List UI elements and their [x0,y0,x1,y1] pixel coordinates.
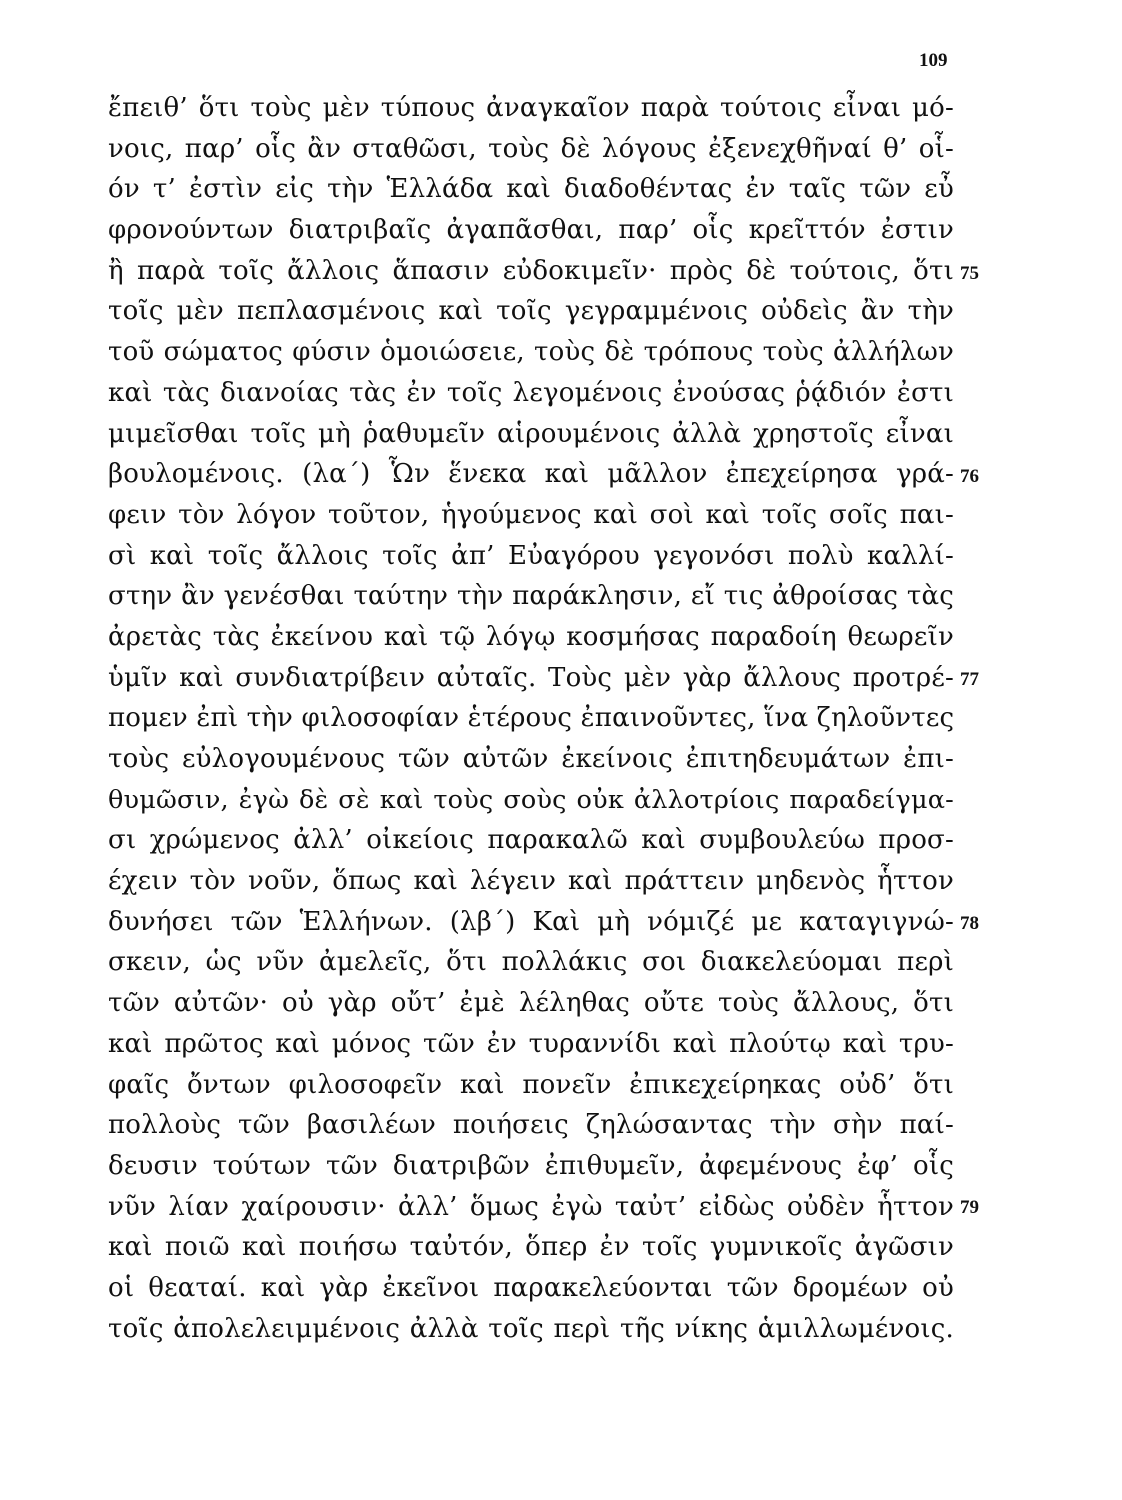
text-line: ἢ παρὰ τοῖς ἄλλοις ἅπασιν εὐδοκιμεῖν· πρὸς δὲ τούτοις, ὅτι [108,255,954,286]
text-line: καὶ ποιῶ καὶ ποιήσω ταὐτόν, ὅπερ ἐν τοῖς γυμνικοῖς ἀγῶσιν [108,1232,954,1263]
margin-section-number: 78 [960,913,979,934]
text-line: νοις, παρ’ οἷς ἂν σταθῶσι, τοὺς δὲ λόγους ἐξενεχθῆναί θ’ οἷ- [108,133,954,164]
text-line: οἱ θεαταί. καὶ γὰρ ἐκεῖνοι παρακελεύονται τῶν δρομέων οὐ [108,1272,954,1303]
text-line: τῶν αὐτῶν· οὐ γὰρ οὔτ’ ἐμὲ λέληθας οὔτε τοὺς ἄλλους, ὅτι [108,988,954,1019]
body-text [108,88,954,1349]
text-line: πολλοὺς τῶν βασιλέων ποιήσεις ζηλώσαντας τὴν σὴν παί- [108,1110,954,1141]
margin-section-number: 75 [960,263,979,284]
text-line: δευσιν τούτων τῶν διατριβῶν ἐπιθυμεῖν, ἀφεμένους ἐφ’ οἷς [108,1150,954,1181]
text-line: σκειν, ὡς νῦν ἀμελεῖς, ὅτι πολλάκις σοι διακελεύομαι περὶ [108,947,954,978]
text-line: τοῦ σώματος φύσιν ὁμοιώσειε, τοὺς δὲ τρόπους τοὺς ἀλλήλων [108,337,954,368]
text-line: όν τ’ ἐστὶν εἰς τὴν Ἑλλάδα καὶ διαδοθέντας ἐν ταῖς τῶν εὖ [108,174,954,205]
margin-section-number: 77 [960,669,979,690]
text-line: σι χρώμενος ἀλλ’ οἰκείοις παρακαλῶ καὶ συμβουλεύω προσ- [108,825,954,856]
text-line: θυμῶσιν, ἐγὼ δὲ σὲ καὶ τοὺς σοὺς οὐκ ἀλλοτρίοις παραδείγμα- [108,784,954,815]
text-line: ἀρετὰς τὰς ἐκείνου καὶ τῷ λόγῳ κοσμήσας παραδοίη θεωρεῖν [108,621,954,652]
margin-section-number: 79 [960,1197,979,1218]
page-number: 109 [919,50,948,71]
margin-section-number: 76 [960,466,979,487]
text-line: δυνήσει τῶν Ἑλλήνων. (λβ΄) Καὶ μὴ νόμιζέ με καταγιγνώ- [108,906,954,937]
text-line: τοῖς μὲν πεπλασμένοις καὶ τοῖς γεγραμμένοις οὐδεὶς ἂν τὴν [108,296,954,327]
text-line: στην ἂν γενέσθαι ταύτην τὴν παράκλησιν, εἴ τις ἀθροίσας τὰς [108,581,954,612]
text-line: έχειν τὸν νοῦν, ὅπως καὶ λέγειν καὶ πράττειν μηδενὸς ἧττον [108,866,954,897]
text-line: βουλομένοις. (λα΄) Ὧν ἕνεκα καὶ μᾶλλον ἐπεχείρησα γρά- [108,459,954,490]
text-line: φειν τὸν λόγον τοῦτον, ἡγούμενος καὶ σοὶ καὶ τοῖς σοῖς παι- [108,499,954,530]
text-line: ἔπειθ’ ὅτι τοὺς μὲν τύπους ἀναγκαῖον παρὰ τούτοις εἶναι μό- [108,93,954,123]
text-line: φαῖς ὄντων φιλοσοφεῖν καὶ πονεῖν ἐπικεχείρηκας οὐδ’ ὅτι [108,1069,954,1100]
text-line: φρονούντων διατριβαῖς ἀγαπᾶσθαι, παρ’ οἷς κρεῖττόν ἐστιν [108,215,954,246]
text-line: μιμεῖσθαι τοῖς μὴ ῥαθυμεῖν αἱρουμένοις ἀλλὰ χρηστοῖς εἶναι [108,418,954,449]
text-line: καὶ πρῶτος καὶ μόνος τῶν ἐν τυραννίδι καὶ πλούτῳ καὶ τρυ- [108,1028,954,1059]
text-line: καὶ τὰς διανοίας τὰς ἐν τοῖς λεγομένοις ἐνούσας ῥᾴδιόν ἐστι [108,377,954,408]
text-line: τοῖς ἀπολελειμμένοις ἀλλὰ τοῖς περὶ τῆς νίκης ἁμιλλωμένοις. [108,1313,954,1344]
text-line: νῦν λίαν χαίρουσιν· ἀλλ’ ὅμως ἐγὼ ταὐτ’ εἰδὼς οὐδὲν ἧττον [108,1191,954,1222]
text-line: τοὺς εὐλογουμένους τῶν αὐτῶν ἐκείνοις ἐπιτηδευμάτων ἐπι- [108,744,954,774]
text-line: πομεν ἐπὶ τὴν φιλοσοφίαν ἑτέρους ἐπαινοῦντες, ἵνα ζηλοῦντες [108,703,955,734]
text-line: ὑμῖν καὶ συνδιατρίβειν αὐταῖς. Τοὺς μὲν γὰρ ἄλλους προτρέ- [108,662,954,693]
text-line: σὶ καὶ τοῖς ἄλλοις τοῖς ἀπ’ Εὐαγόρου γεγονόσι πολὺ καλλί- [108,540,954,571]
